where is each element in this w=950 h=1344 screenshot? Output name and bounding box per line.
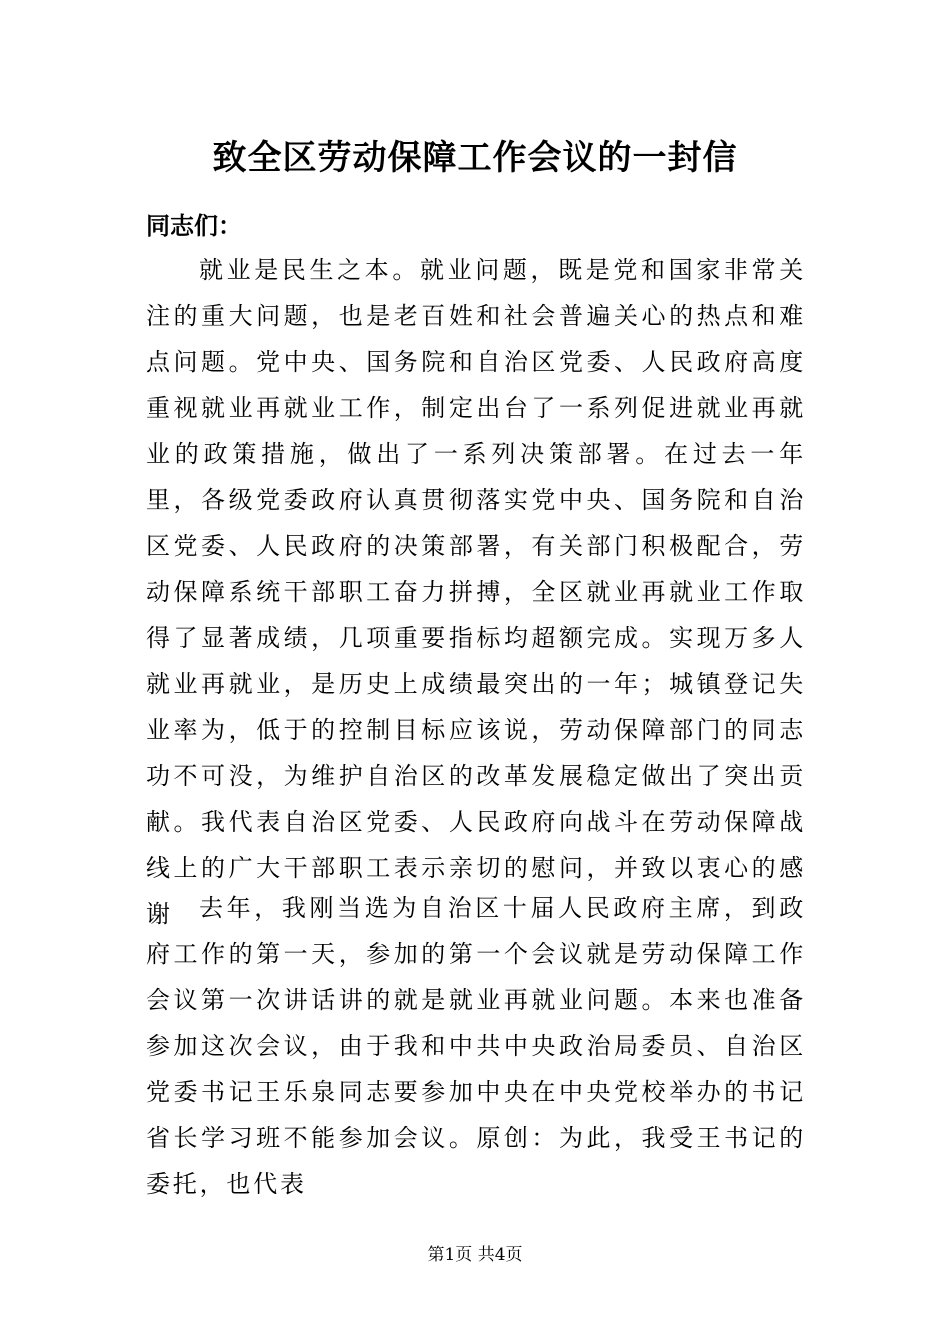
document-title: 致全区劳动保障工作会议的一封信	[212, 138, 738, 178]
paragraph-2: 去年，我刚当选为自治区十届人民政府主席，到政府工作的第一天，参加的第一个会议就是劳动保障工作会议第一次讲话讲的就是就业再就业问题。本来也准备参加这次会议，由于我和中共中央政治局委员、自治区党委书记王乐泉同志要参加中央在中央党校举办的书记省长学习班不能参加会议。原创：为此，我受王书记的委托，也代表	[146, 894, 806, 1198]
paragraph-1: 就业是民生之本。就业问题，既是党和国家非常关注的重大问题，也是老百姓和社会普遍关心的热点和难点问题。党中央、国务院和自治区党委、人民政府高度重视就业再就业工作，制定出台了一系列促进就业再就业的政策措施，做出了一系列决策部署。在过去一年里，各级党委政府认真贯彻落实党中央、国务院和自治区党委、人民政府的决策部署，有关部门积极配合，劳动保障系统干部职工奋力拼搏，全区就业再就业工作取得了显著成绩，几项重要指标均超额完成。实现万多人就业再就业，是历史上成绩最突出的一年；城镇登记失业率为，低于的控制目标应该说，劳动保障部门的同志功不可没，为维护自治区的改革发展稳定做出了突出贡献。我代表自治区党委、人民政府向战斗在劳动保障战线上的广大干部职工表示亲切的慰问，并致以衷心的感谢	[146, 256, 806, 928]
page-indicator: 第1页 共4页	[427, 1245, 523, 1265]
salutation: 同志们：	[146, 211, 242, 240]
